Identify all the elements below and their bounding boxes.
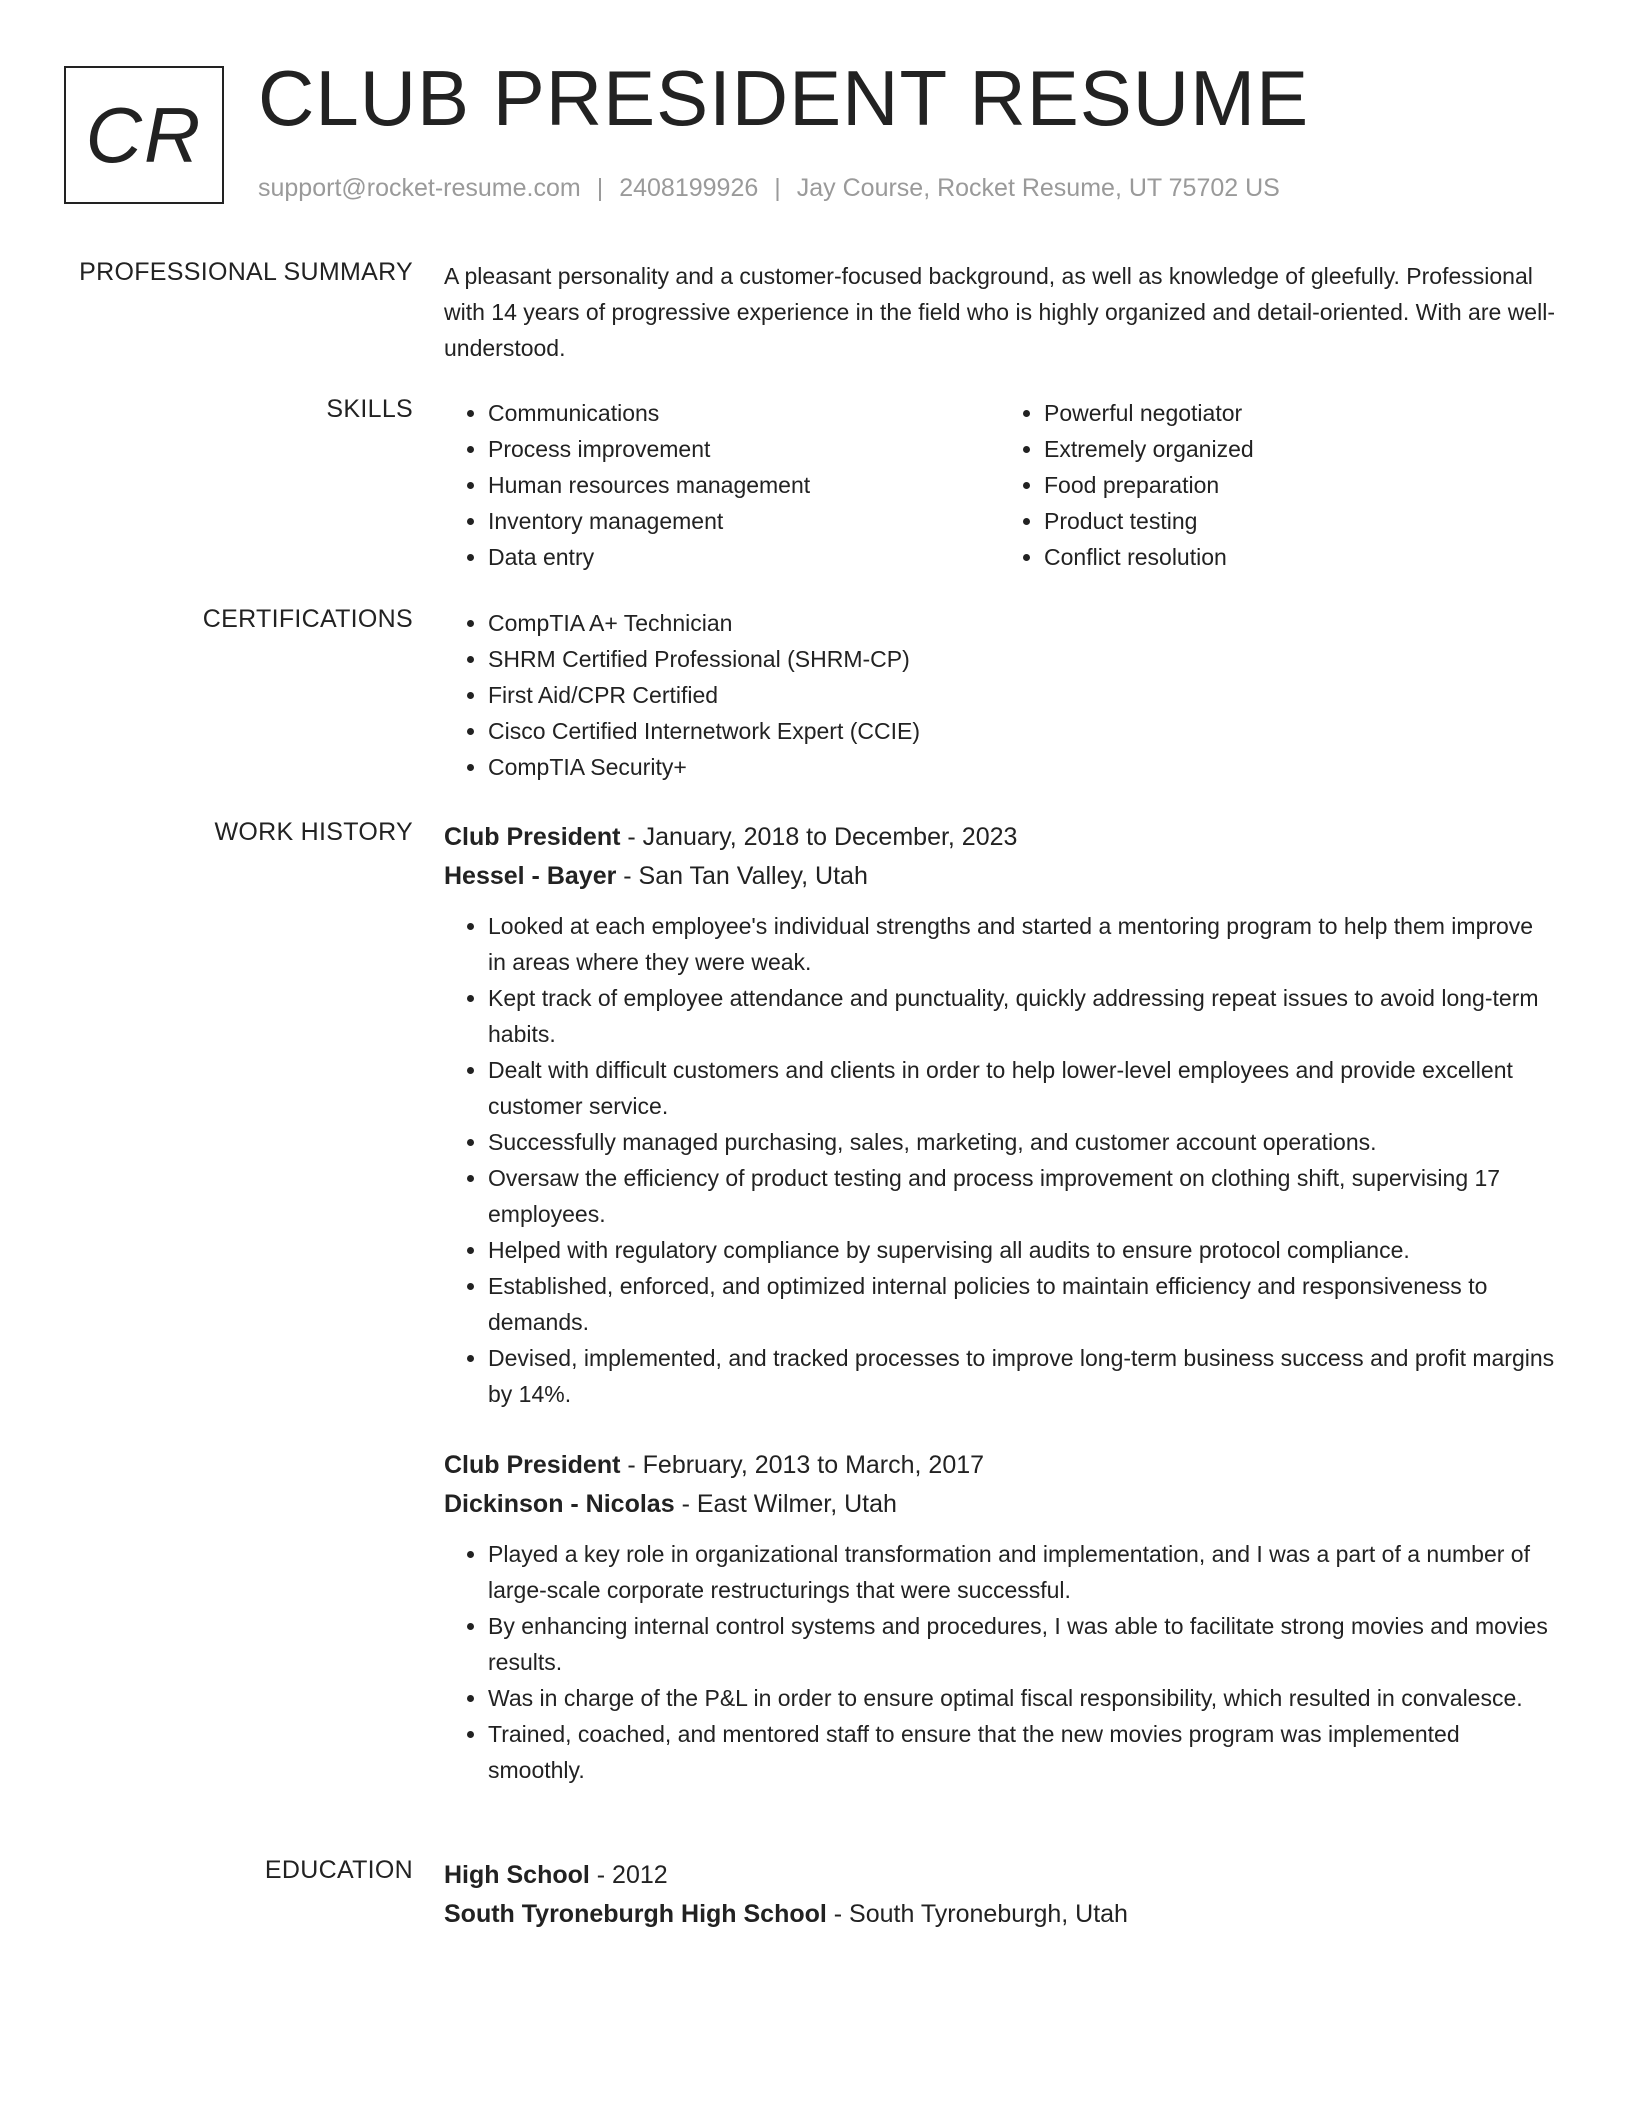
skill-item: • Product testing xyxy=(1044,503,1556,539)
job-title: Club President xyxy=(444,1451,621,1479)
skills-columns xyxy=(444,395,1556,575)
summary-text: A pleasant personality and a customer-focused background, as well as knowledge of gleefully. Professional with 14 years of progressive experience in the field who is highly organized and detail-oriented. With are well-understood. xyxy=(444,263,1555,361)
skills-list-right xyxy=(1000,395,1556,575)
job-bullet: • Dealt with difficult customers and clients in order to help lower-level employees and provide excellent customer service. xyxy=(488,1052,1556,1124)
contact-line xyxy=(258,174,1280,203)
education-degree: High School xyxy=(444,1861,590,1889)
job-location: - San Tan Valley, Utah xyxy=(616,862,868,890)
job-bullet: • Played a key role in organizational transformation and implementation, and I was a part of a number of large-scale corporate restructurings that were successful. xyxy=(488,1536,1556,1608)
skills-list-left xyxy=(444,395,1000,575)
skill-item: • Conflict resolution xyxy=(1044,539,1556,575)
job-entry xyxy=(444,818,1556,1412)
job-bullet: • Looked at each employee's individual strengths and started a mentoring program to help them improve in areas where they were weak. xyxy=(488,908,1556,980)
job-dates: - January, 2018 to December, 2023 xyxy=(620,823,1018,851)
certifications-body xyxy=(444,605,1556,785)
section-label-education: EDUCATION xyxy=(264,1856,413,1884)
job-bullet: • Kept track of employee attendance and punctuality, quickly addressing repeat issues to avoid long-term habits. xyxy=(488,980,1556,1052)
section-label-summary: PROFESSIONAL SUMMARY xyxy=(79,258,413,286)
job-bullet: • Was in charge of the P&L in order to ensure optimal fiscal responsibility, which resulted in convalesce. xyxy=(488,1680,1556,1716)
education-body xyxy=(444,1856,1556,1934)
monogram-initials: CR xyxy=(85,90,203,179)
certification-item: • CompTIA Security+ xyxy=(488,749,1556,785)
skill-item: • Data entry xyxy=(488,539,1000,575)
certification-item: • CompTIA A+ Technician xyxy=(488,605,1556,641)
job-bullet: • Trained, coached, and mentored staff to ensure that the new movies program was implemented smoothly. xyxy=(488,1716,1556,1788)
resume-title: CLUB PRESIDENT RESUME xyxy=(258,54,1310,142)
job-bullet: • Devised, implemented, and tracked processes to improve long-term business success and profit margins by 14%. xyxy=(488,1340,1556,1412)
certification-item: • Cisco Certified Internetwork Expert (CCIE) xyxy=(488,713,1556,749)
section-label-work-history: WORK HISTORY xyxy=(214,818,413,846)
skill-item: • Communications xyxy=(488,395,1000,431)
skill-item: • Human resources management xyxy=(488,467,1000,503)
education-degree-line xyxy=(444,1856,1556,1895)
contact-phone[interactable]: 2408199926 xyxy=(619,174,759,202)
education-year: - 2012 xyxy=(589,1861,668,1889)
job-bullet: • Successfully managed purchasing, sales, marketing, and customer account operations. xyxy=(488,1124,1556,1160)
contact-address: Jay Course, Rocket Resume, UT 75702 US xyxy=(796,174,1280,202)
job-entry xyxy=(444,1446,1556,1788)
contact-email[interactable]: support@rocket-resume.com xyxy=(258,174,581,202)
skill-item: • Inventory management xyxy=(488,503,1000,539)
skill-item: • Powerful negotiator xyxy=(1044,395,1556,431)
job-bullet: • Helped with regulatory compliance by supervising all audits to ensure protocol compliance. xyxy=(488,1232,1556,1268)
contact-separator: | xyxy=(596,174,604,202)
education-school: South Tyroneburgh High School xyxy=(444,1900,827,1928)
contact-separator: | xyxy=(774,174,781,202)
job-bullets xyxy=(444,908,1556,1412)
job-company-line xyxy=(444,857,1556,896)
certification-item: • First Aid/CPR Certified xyxy=(488,677,1556,713)
job-company-line xyxy=(444,1485,1556,1524)
skill-item: • Food preparation xyxy=(1044,467,1556,503)
skill-item: • Extremely organized xyxy=(1044,431,1556,467)
education-school-line xyxy=(444,1895,1556,1934)
job-location: - East Wilmer, Utah xyxy=(674,1490,897,1518)
job-title-line xyxy=(444,1446,1556,1485)
section-label-certifications: CERTIFICATIONS xyxy=(202,605,413,633)
education-location: - South Tyroneburgh, Utah xyxy=(826,1900,1128,1928)
job-title: Club President xyxy=(444,823,621,851)
certification-item: • SHRM Certified Professional (SHRM-CP) xyxy=(488,641,1556,677)
job-dates: - February, 2013 to March, 2017 xyxy=(620,1451,985,1479)
skill-item: • Process improvement xyxy=(488,431,1000,467)
certifications-list xyxy=(444,605,1556,785)
job-company: Hessel - Bayer xyxy=(444,862,617,890)
section-label-skills: SKILLS xyxy=(326,395,413,423)
job-bullet: • Oversaw the efficiency of product testing and process improvement on clothing shift, supervising 17 employees. xyxy=(488,1160,1556,1232)
job-company: Dickinson - Nicolas xyxy=(444,1490,675,1518)
work-history-body xyxy=(444,818,1556,1788)
job-title-line xyxy=(444,818,1556,857)
job-bullet: • Established, enforced, and optimized internal policies to maintain efficiency and responsiveness to demands. xyxy=(488,1268,1556,1340)
monogram-box xyxy=(64,66,224,204)
job-bullets xyxy=(444,1536,1556,1788)
job-bullet: • By enhancing internal control systems and procedures, I was able to facilitate strong movies and movies results. xyxy=(488,1608,1556,1680)
